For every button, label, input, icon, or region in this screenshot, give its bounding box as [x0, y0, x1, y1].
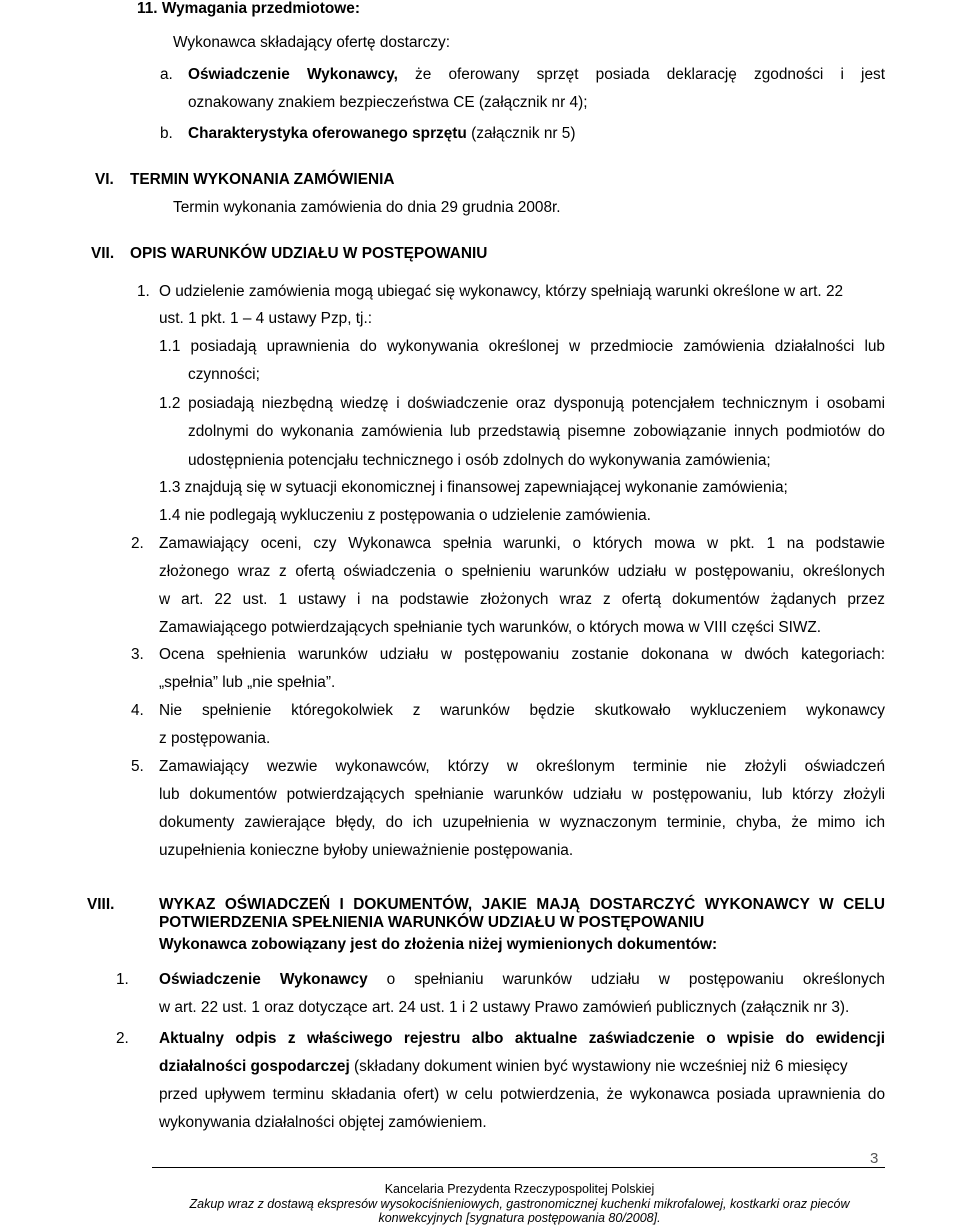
p2-number: 2. — [131, 535, 144, 552]
doc1-text1: o spełnianiu warunków udziału w postępowaniu określonych — [367, 971, 885, 988]
footer-organization: Kancelaria Prezydenta Rzeczypospolitej Polskiej — [384, 1182, 655, 1196]
p1-2-line2: zdolnymi do wykonania zamówienia lub przedstawią pisemne zobowiązanie innych podmiotów do — [188, 423, 885, 440]
section-6-title: TERMIN WYKONANIA ZAMÓWIENIA — [130, 171, 395, 188]
page-number: 3 — [870, 1150, 879, 1167]
doc2-number: 2. — [116, 1030, 129, 1047]
section-7-number: VII. — [91, 245, 115, 262]
doc2-line1: Aktualny odpis z właściwego rejestru albo aktualne zaświadczenie o wpisie do ewidencji — [159, 1030, 885, 1047]
doc1-line2: w art. 22 ust. 1 oraz dotyczące art. 24 ust. 1 i 2 ustawy Prawo zamówień publicznych (załącznik nr 3). — [159, 999, 850, 1016]
item-b-line — [188, 125, 575, 143]
section-8-title-line2: POTWIERDZENIA SPEŁNIENIA WARUNKÓW UDZIAŁU W POSTĘPOWANIU — [159, 914, 705, 931]
doc2-line2 — [159, 1058, 848, 1076]
p3-line1: Ocena spełnienia warunków udziału w postępowaniu zostanie dokonana w dwóch kategoriach: — [159, 646, 885, 663]
section-8-title-line1: WYKAZ OŚWIADCZEŃ I DOKUMENTÓW, JAKIE MAJĄ DOSTARCZYĆ WYKONAWCY W CELU — [159, 896, 885, 913]
footer-line1: Zakup wraz z dostawą ekspresów wysokociśnieniowych, gastronomicznej kuchenki mikrofalowej, kostkarki oraz pieców — [189, 1197, 850, 1211]
item-a-bold: Oświadczenie Wykonawcy, — [188, 66, 398, 83]
item-a-line2: oznakowany znakiem bezpieczeństwa CE (załącznik nr 4); — [188, 94, 588, 111]
p1-line2: ust. 1 pkt. 1 – 4 ustawy Pzp, tj.: — [159, 310, 373, 327]
p2-line3: w art. 22 ust. 1 ustawy i na podstawie złożonych wraz z ofertą dokumentów żądanych przez — [159, 591, 885, 608]
p5-number: 5. — [131, 758, 144, 775]
item-a-text1: że oferowany sprzęt posiada deklarację zgodności i jest — [397, 66, 885, 83]
section-8-subtitle: Wykonawca zobowiązany jest do złożenia niżej wymienionych dokumentów: — [159, 936, 718, 953]
p1-1-line2: czynności; — [188, 366, 260, 383]
section-11-heading: 11. Wymagania przedmiotowe: — [137, 0, 360, 17]
section-11-intro: Wykonawca składający ofertę dostarczy: — [173, 34, 451, 51]
p2-line4: Zamawiającego potwierdzających spełnianie tych warunków, o których mowa w VIII części SIWZ. — [159, 619, 822, 636]
item-b-text: (załącznik nr 5) — [466, 125, 576, 142]
doc2-line3: przed upływem terminu składania ofert) w celu potwierdzenia, że wykonawca posiada uprawnienia do — [159, 1086, 885, 1103]
section-6-number: VI. — [95, 171, 114, 188]
p5-line2: lub dokumentów potwierdzających spełnianie warunków udziału w postępowaniu, lub którzy złożyli — [159, 786, 885, 803]
p1-4: 1.4 nie podlegają wykluczeniu z postępowania o udzielenie zamówienia. — [159, 507, 651, 524]
p5-line4: uzupełnienia konieczne byłoby unieważnienie postępowania. — [159, 842, 574, 859]
doc2-bold: działalności gospodarczej — [159, 1058, 350, 1075]
p3-number: 3. — [131, 646, 144, 663]
p3-line2: „spełnia” lub „nie spełnia”. — [159, 674, 336, 691]
p4-line2: z postępowania. — [159, 730, 271, 747]
p5-line1: Zamawiający wezwie wykonawców, którzy w określonym terminie nie złożyli oświadczeń — [159, 758, 885, 775]
p2-line2: złożonego wraz z ofertą oświadczenia o spełnieniu warunków udziału w postępowaniu, określonych — [159, 563, 885, 580]
doc1-number: 1. — [116, 971, 129, 988]
footer-line2: konwekcyjnych [sygnatura postępowania 80/2008]. — [378, 1211, 661, 1225]
item-b-bold: Charakterystyka oferowanego sprzętu — [188, 125, 467, 142]
p1-1-line1: 1.1 posiadają uprawnienia do wykonywania określonej w przedmiocie zamówienia działalności lub — [159, 338, 885, 355]
p1-3: 1.3 znajdują się w sytuacji ekonomicznej i finansowej zapewniającej wykonanie zamówienia; — [159, 479, 788, 496]
item-a-line1 — [188, 66, 885, 84]
p5-line3: dokumenty zawierające błędy, do ich uzupełnienia w wyznaczonym terminie, chyba, że mimo ich — [159, 814, 885, 831]
section-6-text: Termin wykonania zamówienia do dnia 29 grudnia 2008r. — [173, 199, 561, 216]
p1-2-line1: 1.2 posiadają niezbędną wiedzę i doświadczenie oraz dysponują potencjałem technicznym i osobami — [159, 395, 885, 412]
item-b-label: b. — [160, 125, 173, 142]
doc2-text2: (składany dokument winien być wystawiony nie wcześniej niż 6 miesięcy — [349, 1058, 848, 1075]
doc1-bold: Oświadczenie Wykonawcy — [159, 971, 368, 988]
doc2-line4: wykonywania działalności objętej zamówieniem. — [159, 1114, 487, 1131]
footer-divider — [152, 1167, 885, 1168]
p4-number: 4. — [131, 702, 144, 719]
p1-2-line3: udostępnienia potencjału technicznego i osób zdolnych do wykonywania zamówienia; — [188, 452, 771, 469]
p4-line1: Nie spełnienie któregokolwiek z warunków będzie skutkowało wykluczeniem wykonawcy — [159, 702, 885, 719]
p1-number: 1. — [137, 283, 150, 300]
section-8-number: VIII. — [87, 896, 115, 913]
doc1-line1 — [159, 971, 885, 989]
p2-line1: Zamawiający oceni, czy Wykonawca spełnia warunki, o których mowa w pkt. 1 na podstawie — [159, 535, 885, 552]
p1-line1: O udzielenie zamówienia mogą ubiegać się wykonawcy, którzy spełniają warunki określone w art. 22 — [159, 283, 844, 300]
section-7-title: OPIS WARUNKÓW UDZIAŁU W POSTĘPOWANIU — [130, 245, 488, 262]
item-a-label: a. — [160, 66, 173, 83]
